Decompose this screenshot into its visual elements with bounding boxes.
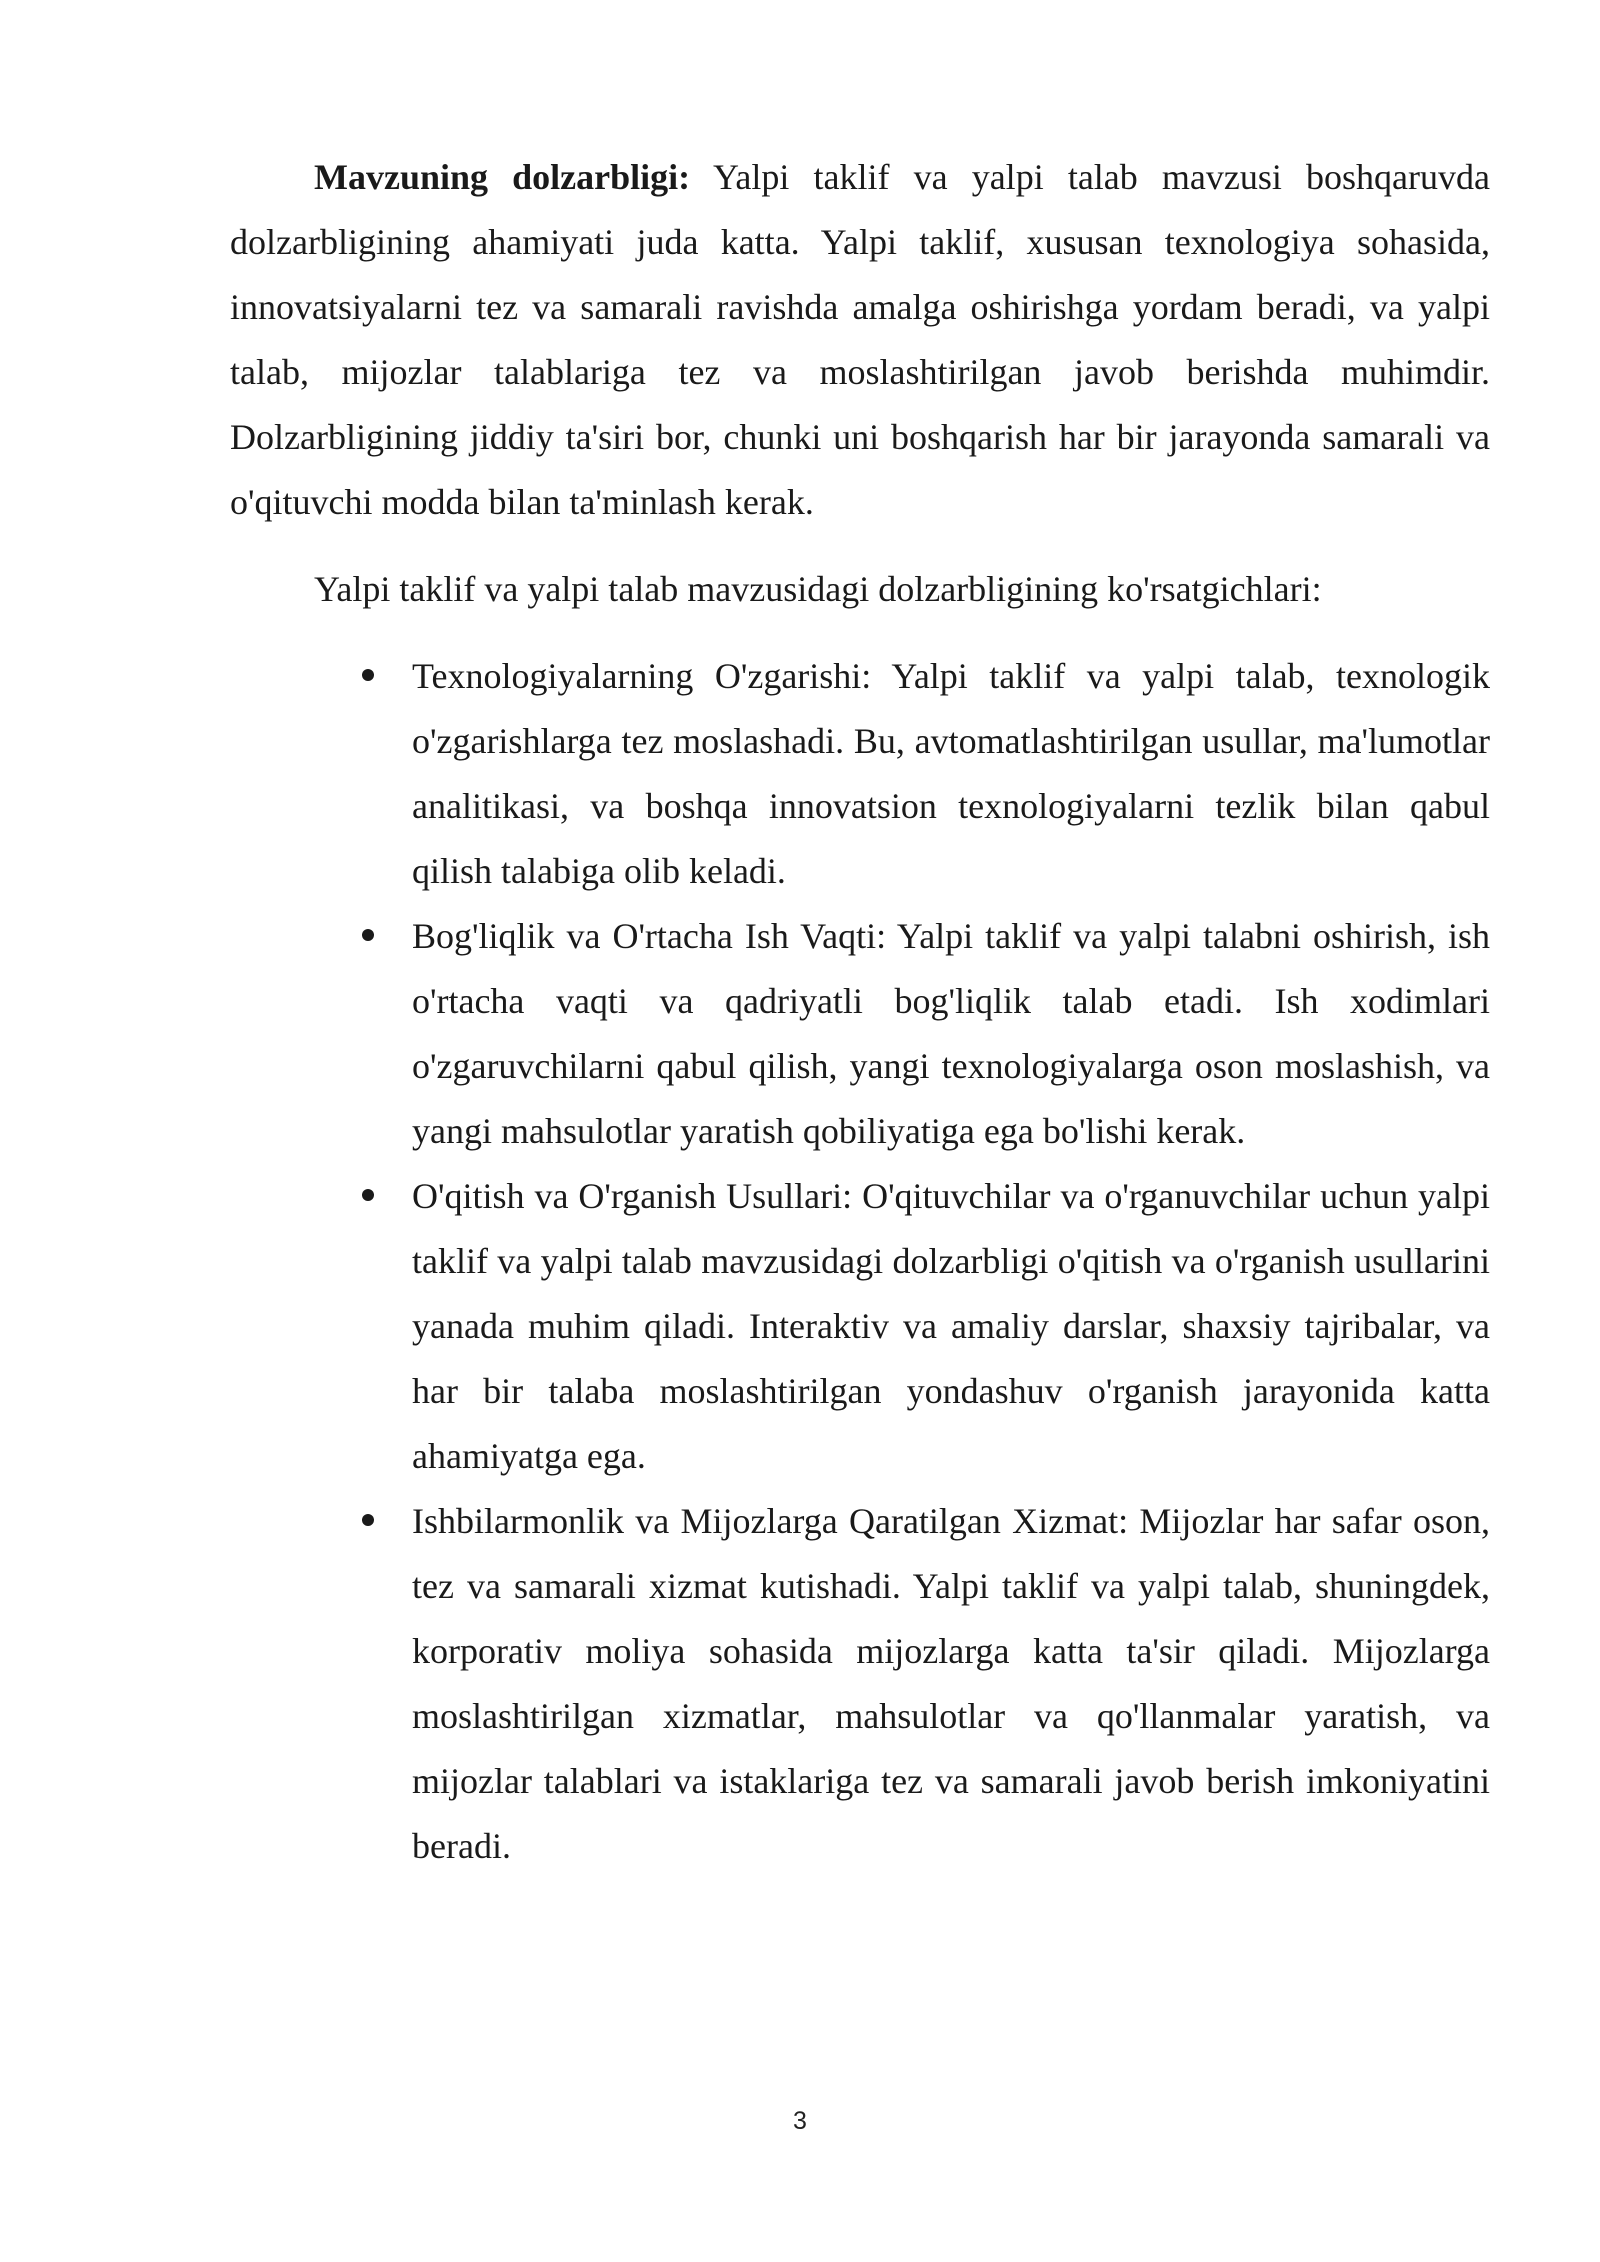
indicators-list <box>230 644 1490 1879</box>
list-item <box>412 1164 1490 1489</box>
list-item-text: Texnologiyalarning O'zgarishi: Yalpi taklif va yalpi talab, texnologik o'zgarishlarga tez moslashadi. Bu, avtomatlashtirilgan usullar, ma'lumotlar analitikasi, va boshqa innovatsion texnologiyalarni tezlik bilan qabul qilish talabiga olib keladi. <box>412 656 1490 891</box>
bullet-icon <box>362 669 374 681</box>
indicators-heading: Yalpi taklif va yalpi talab mavzusidagi dolzarbligining ko'rsatgichlari: <box>314 569 1322 609</box>
bullet-icon <box>362 1514 374 1526</box>
intro-lead: Mavzuning dolzarbligi: <box>314 157 691 197</box>
list-item <box>412 644 1490 904</box>
list-item <box>412 1489 1490 1879</box>
list-item-text: Bog'liqlik va O'rtacha Ish Vaqti: Yalpi taklif va yalpi talabni oshirish, ish o'rtacha vaqti va qadriyatli bog'liqlik talab etadi. Ish xodimlari o'zgaruvchilarni qabul qilish, yangi texnologiyalarga oson moslashish, va yangi mahsulotlar yaratish qobiliyatiga ega bo'lishi kerak. <box>412 916 1490 1151</box>
page-content <box>230 145 1490 1879</box>
intro-paragraph <box>230 145 1490 535</box>
page-number: 3 <box>793 2107 807 2135</box>
intro-text: Yalpi taklif va yalpi talab mavzusi boshqaruvda dolzarbligining ahamiyati juda katta. Yalpi taklif, xususan texnologiya sohasida, innovatsiyalarni tez va samarali ravishda amalga oshirishga yordam beradi, va yalpi talab, mijozlar talablariga tez va moslashtirilgan javob berishda muhimdir. Dolzarbligining jiddiy ta'siri bor, chunki uni boshqarish har bir jarayonda samarali va o'qituvchi modda bilan ta'minlash kerak. <box>230 157 1490 522</box>
list-item-text: O'qitish va O'rganish Usullari: O'qituvchilar va o'rganuvchilar uchun yalpi taklif va yalpi talab mavzusidagi dolzarbligi o'qitish va o'rganish usullarini yanada muhim qiladi. Interaktiv va amaliy darslar, shaxsiy tajribalar, va har bir talaba moslashtirilgan yondashuv o'rganish jarayonida katta ahamiyatga ega. <box>412 1176 1490 1476</box>
bullet-icon <box>362 1189 374 1201</box>
list-item <box>412 904 1490 1164</box>
bullet-icon <box>362 929 374 941</box>
list-item-text: Ishbilarmonlik va Mijozlarga Qaratilgan Xizmat: Mijozlar har safar oson, tez va samarali xizmat kutishadi. Yalpi taklif va yalpi talab, shuningdek, korporativ moliya sohasida mijozlarga katta ta'sir qiladi. Mijozlarga moslashtirilgan xizmatlar, mahsulotlar va qo'llanmalar yaratish, va mijozlar talablari va istaklariga tez va samarali javob berish imkoniyatini beradi. <box>412 1501 1490 1866</box>
